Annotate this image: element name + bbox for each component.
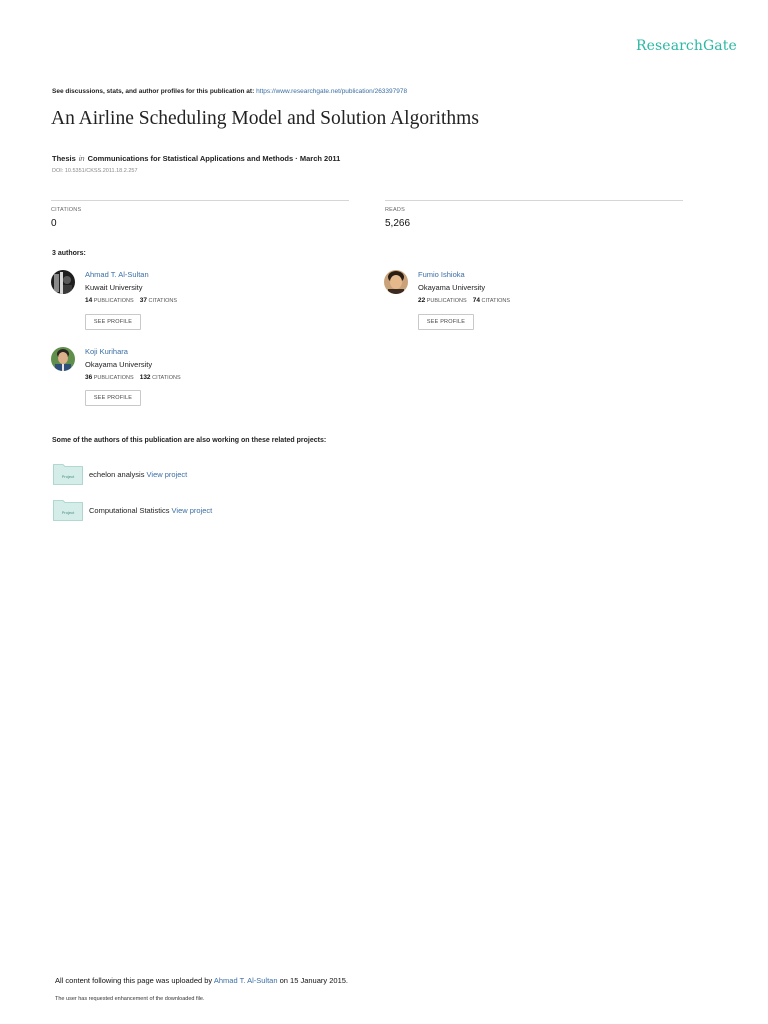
avatar[interactable] — [384, 270, 408, 294]
author-stats — [418, 297, 510, 304]
related-projects-heading: Some of the authors of this publication are also working on these related projects: — [52, 437, 327, 444]
project-icon-label: Project — [61, 474, 75, 479]
author-name[interactable]: Koji Kurihara — [85, 347, 128, 356]
authors-heading: 3 authors: — [52, 250, 86, 257]
upload-prefix: All content following this page was uploaded by — [55, 976, 213, 985]
project-title — [89, 470, 187, 479]
project-name: Computational Statistics — [89, 506, 170, 515]
reads-value: 5,266 — [385, 218, 411, 229]
publication-type: Thesis — [52, 154, 76, 163]
view-project-link[interactable]: View project — [171, 506, 213, 515]
author-name[interactable]: Fumio Ishioka — [418, 270, 465, 279]
see-profile-button[interactable]: SEE PROFILE — [85, 314, 141, 330]
see-profile-button[interactable]: SEE PROFILE — [418, 314, 474, 330]
view-project-link[interactable]: View project — [146, 470, 188, 479]
publications-count: 36 — [85, 374, 93, 381]
project-icon-label: Project — [61, 510, 75, 515]
citations-value: 0 — [51, 218, 57, 229]
project-name: echelon analysis — [89, 470, 145, 479]
project-folder-icon — [53, 499, 83, 521]
citations-label: CITATIONS — [51, 207, 82, 213]
reads-label: READS — [385, 207, 405, 213]
publications-label: PUBLICATIONS — [93, 375, 134, 381]
author-institution: Kuwait University — [85, 283, 143, 292]
citations-label: CITATIONS — [481, 298, 510, 304]
publication-title: An Airline Scheduling Model and Solution Algorithms — [51, 108, 479, 129]
doi: DOI: 10.5351/CKSS.2011.18.2.257 — [52, 168, 138, 174]
meta-in: in — [78, 154, 85, 163]
author-institution: Okayama University — [418, 283, 486, 292]
project-folder-icon — [53, 463, 83, 485]
citations-count: 74 — [472, 297, 480, 304]
researchgate-logo[interactable]: ResearchGate — [636, 38, 737, 54]
publications-label: PUBLICATIONS — [426, 298, 467, 304]
upload-suffix: on 15 January 2015. — [279, 976, 348, 985]
uploader-link[interactable]: Ahmad T. Al-Sultan — [213, 976, 278, 985]
publications-count: 14 — [85, 297, 93, 304]
avatar[interactable] — [51, 347, 75, 371]
publications-count: 22 — [418, 297, 426, 304]
upload-note — [55, 976, 348, 985]
author-stats — [85, 297, 177, 304]
avatar[interactable] — [51, 270, 75, 294]
citations-label: CITATIONS — [152, 375, 181, 381]
publication-meta — [52, 154, 340, 163]
publications-label: PUBLICATIONS — [93, 298, 134, 304]
discuss-line — [52, 88, 407, 95]
publication-link[interactable]: https://www.researchgate.net/publication/263397978 — [256, 88, 408, 95]
author-name[interactable]: Ahmad T. Al-Sultan — [85, 270, 149, 279]
project-title — [89, 506, 212, 515]
reads-stat — [385, 200, 683, 229]
citations-count: 37 — [139, 297, 147, 304]
citations-stat — [51, 200, 349, 229]
citations-count: 132 — [139, 374, 151, 381]
journal-name: Communications for Statistical Applications and Methods · March 2011 — [87, 154, 341, 163]
citations-label: CITATIONS — [148, 298, 177, 304]
author-stats — [85, 374, 181, 381]
enhancement-note: The user has requested enhancement of the downloaded file. — [55, 996, 205, 1002]
author-institution: Okayama University — [85, 360, 153, 369]
discuss-text: See discussions, stats, and author profiles for this publication at: — [52, 88, 257, 95]
see-profile-button[interactable]: SEE PROFILE — [85, 390, 141, 406]
